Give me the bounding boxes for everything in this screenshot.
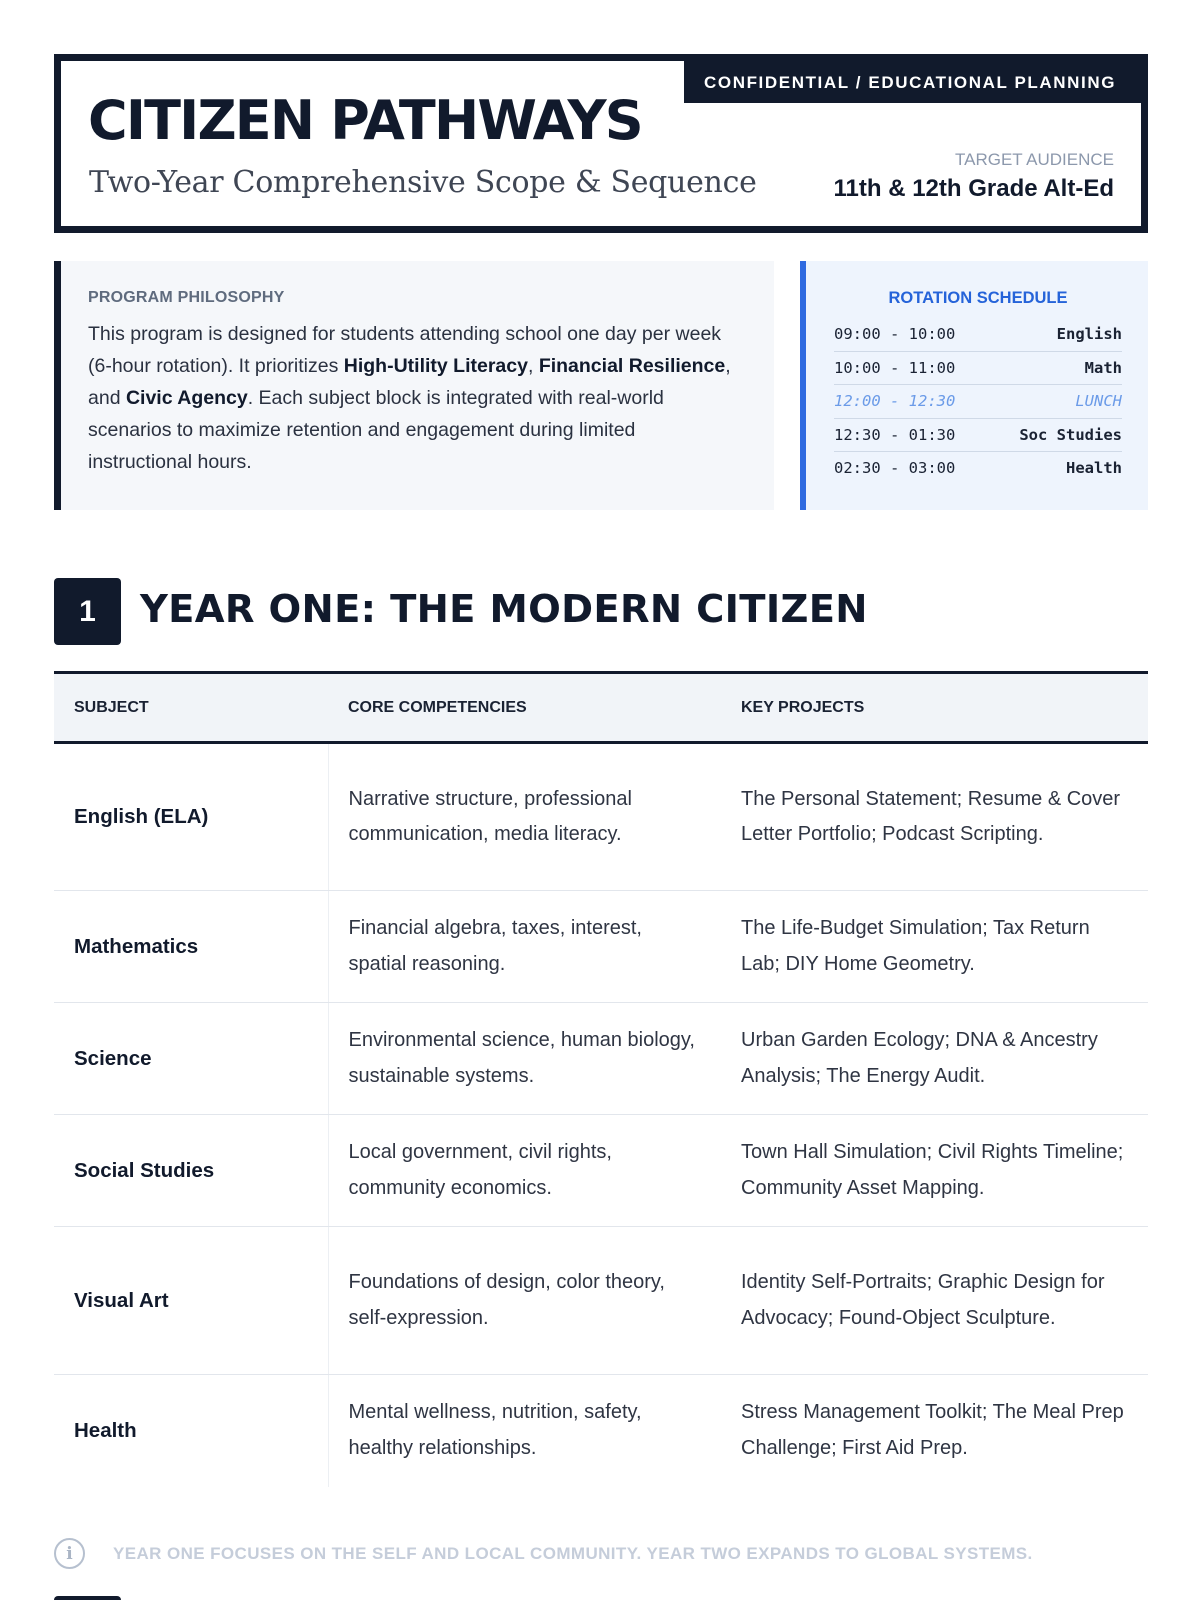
page-title: CITIZEN PATHWAYS xyxy=(88,89,642,152)
subject-cell: Social Studies xyxy=(54,1115,328,1227)
next-section-badge xyxy=(54,1596,121,1600)
subject-cell: Health xyxy=(54,1375,328,1487)
table-row xyxy=(54,891,1148,1003)
schedule-subject: Health xyxy=(1066,459,1122,477)
competencies-cell: Environmental science, human biology, sustainable systems. xyxy=(328,1003,721,1115)
schedule-subject: Math xyxy=(1084,358,1122,377)
rotation-schedule xyxy=(800,261,1148,510)
table-row xyxy=(54,743,1148,891)
schedule-row xyxy=(834,352,1122,386)
audience-value: 11th & 12th Grade Alt-Ed xyxy=(833,175,1114,202)
subject-cell: Mathematics xyxy=(54,891,328,1003)
schedule-time: 02:30 - 03:00 xyxy=(834,459,956,477)
projects-cell: Town Hall Simulation; Civil Rights Timeline; Community Asset Mapping. xyxy=(721,1115,1148,1227)
projects-cell: The Life-Budget Simulation; Tax Return Lab; DIY Home Geometry. xyxy=(721,891,1148,1003)
info-icon: i xyxy=(54,1538,85,1569)
schedule-time: 09:00 - 10:00 xyxy=(834,325,956,343)
philosophy-text-part: , xyxy=(527,355,539,377)
year-note xyxy=(54,1538,1033,1569)
subject-cell: English (ELA) xyxy=(54,743,328,891)
competencies-cell: Mental wellness, nutrition, safety, healthy relationships. xyxy=(348,1401,642,1459)
competencies-cell: Financial algebra, taxes, interest, spatial reasoning. xyxy=(328,891,721,1003)
competencies-cell: Local government, civil rights, community economics. xyxy=(328,1115,721,1227)
schedule-subject: English xyxy=(1056,325,1122,343)
column-header-subject: SUBJECT xyxy=(54,673,328,743)
philosophy-text-part: , and xyxy=(88,355,731,409)
column-header-projects: KEY PROJECTS xyxy=(721,673,1148,743)
competencies-cell: Narrative structure, professional communication, media literacy. xyxy=(328,743,721,891)
table-row xyxy=(54,1003,1148,1115)
philosophy-label: PROGRAM PHILOSOPHY xyxy=(88,289,285,306)
page-subtitle: Two-Year Comprehensive Scope & Sequence xyxy=(89,165,757,200)
schedule-row xyxy=(834,318,1122,352)
subject-cell: Visual Art xyxy=(54,1227,328,1375)
program-philosophy xyxy=(54,261,774,510)
philosophy-highlight: Financial Resilience xyxy=(538,355,726,377)
schedule-subject: Soc Studies xyxy=(1019,425,1122,444)
table-row xyxy=(54,1227,1148,1375)
rotation-title: ROTATION SCHEDULE xyxy=(888,289,1068,307)
schedule-subject: LUNCH xyxy=(1075,392,1122,410)
confidential-badge: CONFIDENTIAL / EDUCATIONAL PLANNING xyxy=(684,60,1142,103)
table-row xyxy=(54,1115,1148,1227)
schedule-row xyxy=(834,452,1122,486)
philosophy-highlight: High-Utility Literacy xyxy=(343,355,528,377)
year-number-badge: 1 xyxy=(54,578,121,645)
curriculum-table xyxy=(54,671,1148,1487)
projects-cell: Urban Garden Ecology; DNA & Ancestry Analysis; The Energy Audit. xyxy=(721,1003,1148,1115)
subject-cell: Science xyxy=(54,1003,328,1115)
schedule-time: 12:30 - 01:30 xyxy=(834,425,956,444)
table-header-row xyxy=(54,673,1148,743)
competencies-cell: Foundations of design, color theory, self-expression. xyxy=(328,1227,721,1375)
schedule-time: 10:00 - 11:00 xyxy=(834,358,956,377)
philosophy-text xyxy=(88,318,744,478)
projects-cell: Stress Management Toolkit; The Meal Prep Challenge; First Aid Prep. xyxy=(741,1401,1124,1459)
table-row xyxy=(54,1375,1148,1487)
column-header-competencies: CORE COMPETENCIES xyxy=(328,673,721,743)
document-header xyxy=(54,54,1148,233)
schedule-row xyxy=(834,419,1122,453)
philosophy-text-part: . Each subject block is integrated with real-world scenarios to maximize retention and engagement during limited instructional hours. xyxy=(88,387,664,473)
schedule-time: 12:00 - 12:30 xyxy=(834,392,956,410)
projects-cell: The Personal Statement; Resume & Cover Letter Portfolio; Podcast Scripting. xyxy=(721,743,1148,891)
audience-label: TARGET AUDIENCE xyxy=(954,150,1114,169)
schedule-row-lunch xyxy=(834,385,1122,419)
year-title: YEAR ONE: THE MODERN CITIZEN xyxy=(140,587,868,632)
philosophy-highlight: Civic Agency xyxy=(125,387,248,409)
philosophy-text-part: This program is designed for students attending school one day per week (6-hour rotation). It prioritizes xyxy=(88,323,722,377)
projects-cell: Identity Self-Portraits; Graphic Design for Advocacy; Found-Object Sculpture. xyxy=(721,1227,1148,1375)
note-text: YEAR ONE FOCUSES ON THE SELF AND LOCAL COMMUNITY. YEAR TWO EXPANDS TO GLOBAL SYSTEMS. xyxy=(113,1543,1033,1563)
